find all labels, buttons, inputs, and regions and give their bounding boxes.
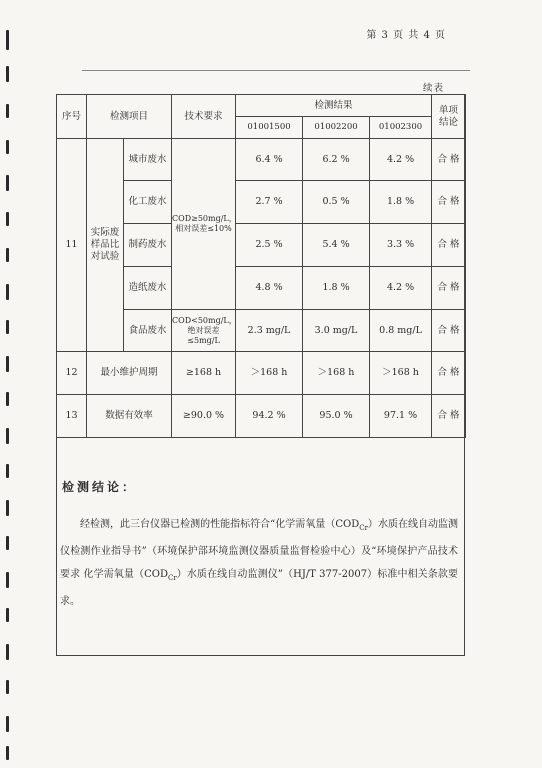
sub-item: 造纸废水 bbox=[124, 267, 172, 310]
value-cell: 4.2 % bbox=[370, 139, 432, 181]
device-1: 01001500 bbox=[236, 117, 303, 139]
value-cell: 4.8 % bbox=[236, 267, 303, 310]
seq-13: 13 bbox=[57, 395, 87, 438]
result-cell: 合 格 bbox=[432, 224, 466, 267]
result-cell: 合 格 bbox=[432, 395, 466, 438]
value-cell: 4.2 % bbox=[370, 267, 432, 310]
value-cell: ＞168 h bbox=[370, 352, 432, 395]
page-number: 第 3 页 共 4 页 bbox=[366, 30, 446, 41]
value-cell: 1.8 % bbox=[370, 181, 432, 224]
table-row bbox=[57, 139, 466, 181]
value-cell: 0.5 % bbox=[303, 181, 370, 224]
header-item: 检测项目 bbox=[87, 95, 172, 139]
result-cell: 合 格 bbox=[432, 267, 466, 310]
value-cell: 0.8 mg/L bbox=[370, 310, 432, 352]
value-cell: ＞168 h bbox=[303, 352, 370, 395]
sub-item: 制药废水 bbox=[124, 224, 172, 267]
value-cell: 2.5 % bbox=[236, 224, 303, 267]
value-cell: 97.1 % bbox=[370, 395, 432, 438]
value-cell: 95.0 % bbox=[303, 395, 370, 438]
table-row bbox=[57, 395, 466, 438]
device-2: 01002200 bbox=[303, 117, 370, 139]
value-cell: ＞168 h bbox=[236, 352, 303, 395]
result-cell: 合 格 bbox=[432, 139, 466, 181]
category-cell: 实际废 样品比 对试验 bbox=[87, 139, 124, 352]
value-cell: 6.4 % bbox=[236, 139, 303, 181]
value-cell: 2.7 % bbox=[236, 181, 303, 224]
requirement-low: COD<50mg/L， 绝对误差≤5mg/L bbox=[172, 310, 236, 352]
table-row bbox=[57, 352, 466, 395]
value-cell: 6.2 % bbox=[303, 139, 370, 181]
requirement-13: ≥90.0 % bbox=[172, 395, 236, 438]
header-requirement: 技术要求 bbox=[172, 95, 236, 139]
value-cell: 3.3 % bbox=[370, 224, 432, 267]
value-cell: 5.4 % bbox=[303, 224, 370, 267]
continued-label: 续表 bbox=[422, 83, 444, 94]
sub-item: 城市废水 bbox=[124, 139, 172, 181]
value-cell: 3.0 mg/L bbox=[303, 310, 370, 352]
header-rule bbox=[82, 70, 470, 71]
result-cell: 合 格 bbox=[432, 352, 466, 395]
seq-11: 11 bbox=[57, 139, 87, 352]
seq-12: 12 bbox=[57, 352, 87, 395]
value-cell: 94.2 % bbox=[236, 395, 303, 438]
sub-item: 化工废水 bbox=[124, 181, 172, 224]
value-cell: 1.8 % bbox=[303, 267, 370, 310]
requirement-high: COD≥50mg/L， 相对误差≤10% bbox=[172, 139, 236, 310]
item-13: 数据有效率 bbox=[87, 395, 172, 438]
header-seq: 序号 bbox=[57, 95, 87, 139]
device-3: 01002300 bbox=[370, 117, 432, 139]
item-12: 最小维护周期 bbox=[87, 352, 172, 395]
sub-item: 食品废水 bbox=[124, 310, 172, 352]
requirement-12: ≥168 h bbox=[172, 352, 236, 395]
conclusion-title: 检测结论： bbox=[62, 480, 138, 494]
result-cell: 合 格 bbox=[432, 181, 466, 224]
header-conclusion: 单项 结论 bbox=[432, 95, 466, 139]
binding-marks bbox=[6, 0, 12, 768]
result-cell: 合 格 bbox=[432, 310, 466, 352]
results-table bbox=[56, 94, 466, 438]
value-cell: 2.3 mg/L bbox=[236, 310, 303, 352]
header-results: 检测结果 bbox=[236, 95, 432, 117]
conclusion-text: 经检测，此三台仪器已检测的性能指标符合“化学需氧量$(COD_{Cr})$水质在线自动监测仪检测作业指导书”（环境保护部环境监测仪器质量监督检验中心）及“环境保护产品技术要求 化学需氧量$(COD_{Cr})$水质在线自动监测仪”（HJ/T 377-2007）标准中相关条款要求。 bbox=[60, 519, 459, 607]
